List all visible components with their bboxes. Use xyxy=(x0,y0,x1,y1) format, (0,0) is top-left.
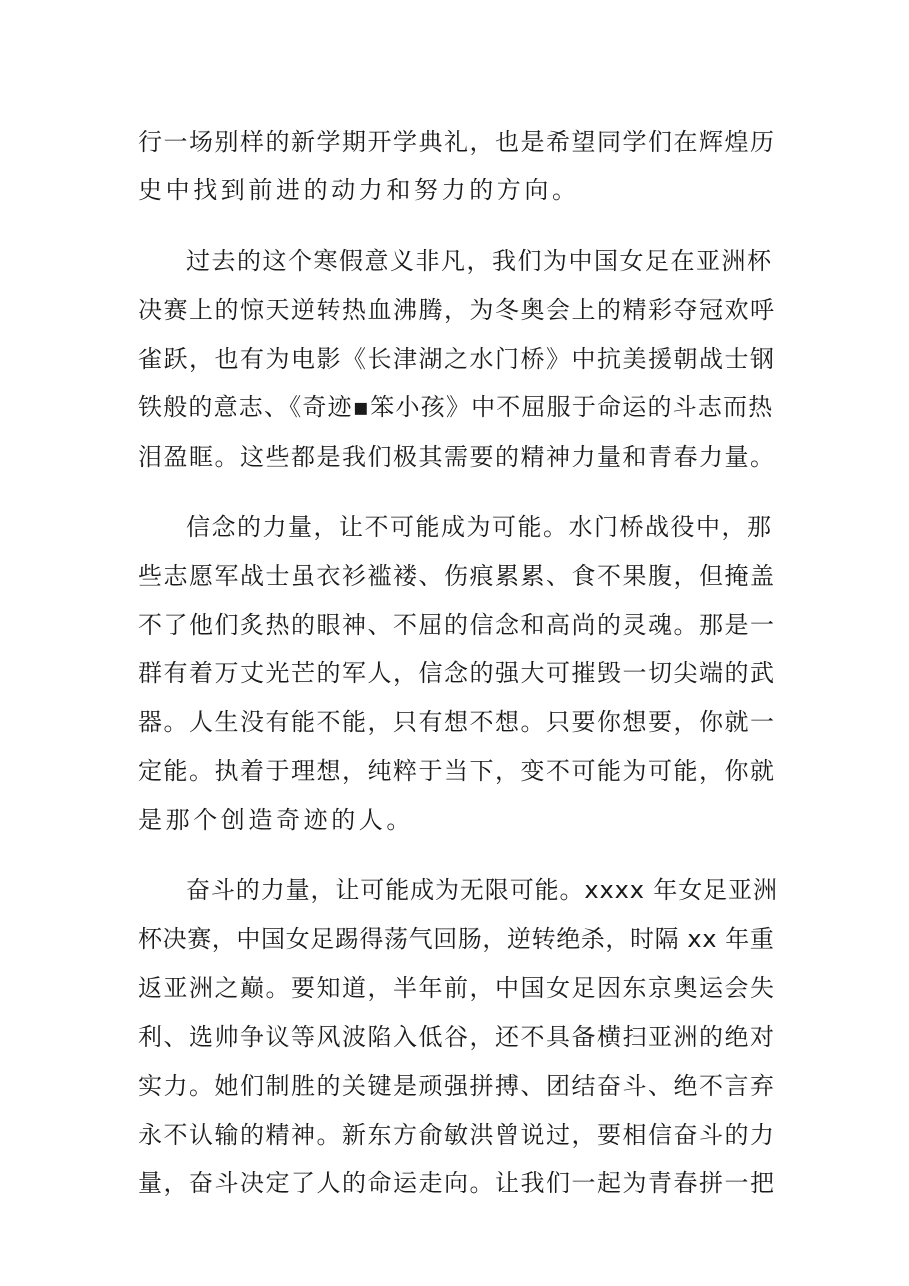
text-line: 利、选帅争议等风波陷入低谷，还不具备横扫亚洲的绝对 xyxy=(138,1023,776,1051)
text-line: 行一场别样的新学期开学典礼，也是希望同学们在辉煌历 xyxy=(138,128,776,156)
text-line: 不了他们炙热的眼神、不屈的信念和高尚的灵魂。那是一 xyxy=(138,611,776,639)
text-line: 奋斗的力量，让可能成为无限可能。xxxx 年女足亚洲 xyxy=(186,876,778,904)
text-line: 定能。执着于理想，纯粹于当下，变不可能为可能，你就 xyxy=(138,757,776,785)
text-line: 决赛上的惊天逆转热血沸腾，为冬奥会上的精彩夺冠欢呼 xyxy=(138,296,776,324)
text-line: 铁般的意志、《奇迹▪笨小孩》中不屈服于命运的斗志而热 xyxy=(138,393,774,421)
text-line: 些志愿军战士虽衣衫褴褛、伤痕累累、食不果腹，但掩盖 xyxy=(138,562,776,590)
text-line: 泪盈眶。这些都是我们极其需要的精神力量和青春力量。 xyxy=(138,443,776,471)
text-line: 雀跃，也有为电影《长津湖之水门桥》中抗美援朝战士钢 xyxy=(138,345,776,373)
text-line: 返亚洲之巅。要知道，半年前，中国女足因东京奥运会失 xyxy=(138,974,776,1002)
text-line: 器。人生没有能不能，只有想不想。只要你想要，你就一 xyxy=(138,708,776,736)
text-line: 是那个创造奇迹的人。 xyxy=(138,806,414,834)
text-line: 史中找到前进的动力和努力的方向。 xyxy=(138,176,580,204)
text-line: 永不认输的精神。新东方俞敏洪曾说过，要相信奋斗的力 xyxy=(138,1121,776,1149)
text-line: 群有着万丈光芒的军人，信念的强大可摧毁一切尖端的武 xyxy=(138,659,776,687)
text-line: 杯决赛，中国女足踢得荡气回肠，逆转绝杀，时隔 xx 年重 xyxy=(138,925,775,953)
text-line: 实力。她们制胜的关键是顽强拼搏、团结奋斗、绝不言弃 xyxy=(138,1072,776,1100)
text-line: 量，奋斗决定了人的命运走向。让我们一起为青春拼一把 xyxy=(138,1169,776,1197)
text-line: 过去的这个寒假意义非凡，我们为中国女足在亚洲杯 xyxy=(186,247,773,275)
text-line: 信念的力量，让不可能成为可能。水门桥战役中，那 xyxy=(186,513,773,541)
